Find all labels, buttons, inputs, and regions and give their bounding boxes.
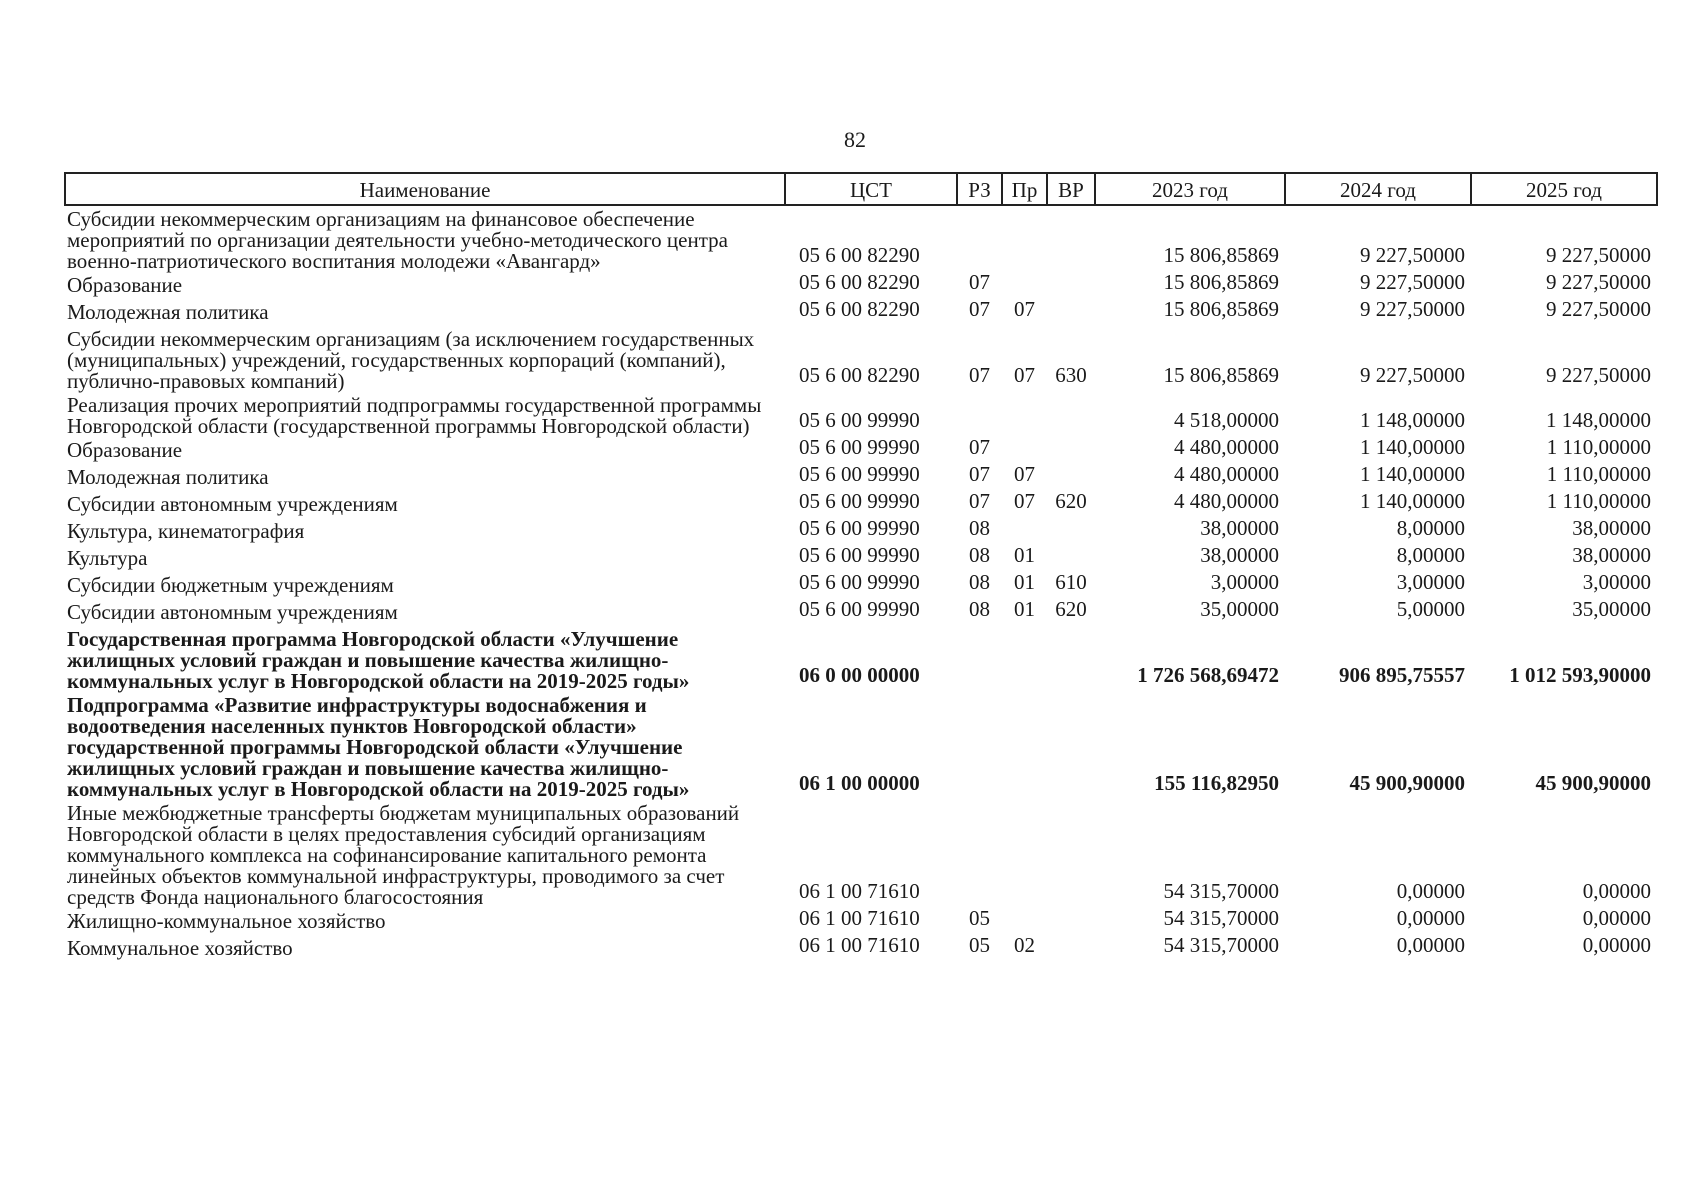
cell-name: Культура, кинематография	[67, 519, 305, 543]
cell-rz: 05	[969, 933, 990, 957]
cell-y2025: 0,00000	[1582, 933, 1651, 957]
cell-vr	[1047, 800, 1095, 908]
cell-y2023: 54 315,70000	[1163, 906, 1279, 930]
page-number: 82	[844, 127, 866, 152]
table-row	[65, 205, 1657, 272]
header-rz: РЗ	[957, 173, 1002, 205]
cell-cst: 06 1 00 00000	[799, 771, 920, 795]
cell-name: Молодежная политика	[67, 465, 269, 489]
cell-cst: 05 6 00 82290	[799, 297, 920, 321]
cell-vr	[1047, 518, 1095, 545]
cell-pr	[1002, 437, 1047, 464]
cell-vr	[1047, 272, 1095, 299]
cell-y2025: 9 227,50000	[1546, 297, 1651, 321]
cell-y2023: 15 806,85869	[1163, 297, 1279, 321]
cell-pr: 01	[1014, 570, 1035, 594]
cell-y2023: 15 806,85869	[1163, 270, 1279, 294]
cell-cst: 06 1 00 71610	[799, 906, 920, 930]
cell-name: Образование	[67, 438, 183, 462]
cell-y2023: 15 806,85869	[1163, 363, 1279, 387]
cell-rz: 08	[969, 543, 990, 567]
cell-cst: 05 6 00 99990	[799, 435, 920, 459]
header-2023: 2023 год	[1095, 173, 1285, 205]
table-row	[65, 692, 1657, 800]
table-row	[65, 326, 1657, 392]
cell-vr: 630	[1055, 363, 1087, 387]
cell-rz: 07	[969, 435, 990, 459]
cell-rz	[957, 800, 1002, 908]
cell-pr	[1002, 272, 1047, 299]
cell-name: Подпрограмма «Развитие инфраструктуры водоснабжения и водоотведения населенных пунктов Новгородской области» государственной программы Новгородской области «Улучшение жилищных условий граждан и повышение качества жилищно-коммунальных услуг в Новгородской области на 2019-2025 годы»	[67, 693, 690, 801]
cell-y2024: 8,00000	[1396, 543, 1465, 567]
cell-pr	[1002, 392, 1047, 437]
cell-pr: 07	[1014, 489, 1035, 513]
cell-y2023: 4 518,00000	[1174, 408, 1279, 432]
cell-y2025: 1 110,00000	[1546, 435, 1651, 459]
table-row	[65, 491, 1657, 518]
cell-vr	[1047, 205, 1095, 272]
cell-y2025: 1 110,00000	[1546, 489, 1651, 513]
table-row	[65, 272, 1657, 299]
cell-rz	[957, 692, 1002, 800]
cell-y2025: 0,00000	[1582, 879, 1651, 903]
cell-vr	[1047, 299, 1095, 326]
cell-cst: 05 6 00 99990	[799, 516, 920, 540]
cell-cst: 06 1 00 71610	[799, 879, 920, 903]
cell-y2024: 1 140,00000	[1360, 489, 1465, 513]
cell-name: Субсидии бюджетным учреждениям	[67, 573, 394, 597]
cell-name: Жилищно-коммунальное хозяйство	[67, 909, 386, 933]
cell-y2023: 35,00000	[1200, 597, 1279, 621]
table-row	[65, 545, 1657, 572]
cell-y2024: 45 900,90000	[1349, 771, 1465, 795]
cell-pr	[1002, 908, 1047, 935]
cell-name: Субсидии некоммерческим организациям (за исключением государственных (муниципальных) учреждений, государственных корпораций (компаний), публично-правовых компаний)	[67, 327, 755, 393]
cell-rz	[957, 205, 1002, 272]
header-row	[65, 173, 1657, 205]
cell-vr: 620	[1055, 489, 1087, 513]
cell-pr: 01	[1014, 543, 1035, 567]
header-cst: ЦСТ	[785, 173, 957, 205]
cell-rz: 05	[969, 906, 990, 930]
cell-pr	[1002, 626, 1047, 692]
cell-rz	[957, 626, 1002, 692]
cell-y2023: 155 116,82950	[1154, 771, 1279, 795]
cell-y2024: 9 227,50000	[1360, 363, 1465, 387]
cell-y2025: 3,00000	[1582, 570, 1651, 594]
cell-y2025: 35,00000	[1572, 597, 1651, 621]
cell-y2023: 4 480,00000	[1174, 462, 1279, 486]
cell-pr: 07	[1014, 297, 1035, 321]
header-pr: Пр	[1002, 173, 1047, 205]
cell-y2023: 3,00000	[1210, 570, 1279, 594]
table-body	[65, 205, 1657, 962]
cell-y2024: 0,00000	[1396, 933, 1465, 957]
cell-y2024: 1 148,00000	[1360, 408, 1465, 432]
cell-vr	[1047, 908, 1095, 935]
cell-cst: 06 0 00 00000	[799, 663, 920, 687]
table-row	[65, 392, 1657, 437]
header-2024: 2024 год	[1285, 173, 1471, 205]
cell-name: Реализация прочих мероприятий подпрограммы государственной программы Новгородской области (государственной программы Новгородской области)	[67, 393, 762, 438]
cell-y2023: 38,00000	[1200, 516, 1279, 540]
cell-y2023: 4 480,00000	[1174, 489, 1279, 513]
cell-rz: 07	[969, 489, 990, 513]
cell-vr	[1047, 545, 1095, 572]
table-row	[65, 518, 1657, 545]
cell-rz: 08	[969, 597, 990, 621]
cell-y2024: 9 227,50000	[1360, 270, 1465, 294]
cell-rz: 07	[969, 462, 990, 486]
cell-pr	[1002, 205, 1047, 272]
cell-y2024: 8,00000	[1396, 516, 1465, 540]
cell-y2025: 1 012 593,90000	[1509, 663, 1651, 687]
cell-cst: 05 6 00 99990	[799, 597, 920, 621]
cell-name: Образование	[67, 273, 183, 297]
table-row	[65, 908, 1657, 935]
cell-y2024: 0,00000	[1396, 879, 1465, 903]
cell-pr: 01	[1014, 597, 1035, 621]
cell-y2023: 38,00000	[1200, 543, 1279, 567]
cell-y2024: 3,00000	[1396, 570, 1465, 594]
cell-y2025: 9 227,50000	[1546, 270, 1651, 294]
table-row	[65, 572, 1657, 599]
cell-name: Субсидии автономным учреждениям	[67, 600, 398, 624]
cell-vr: 620	[1055, 597, 1087, 621]
cell-y2023: 54 315,70000	[1163, 933, 1279, 957]
cell-y2025: 9 227,50000	[1546, 363, 1651, 387]
cell-cst: 05 6 00 99990	[799, 408, 920, 432]
cell-pr: 02	[1014, 933, 1035, 957]
cell-name: Государственная программа Новгородской области «Улучшение жилищных условий граждан и повышение качества жилищно-коммунальных услуг в Новгородской области на 2019-2025 годы»	[67, 627, 690, 693]
cell-cst: 05 6 00 82290	[799, 270, 920, 294]
cell-y2025: 9 227,50000	[1546, 243, 1651, 267]
cell-name: Субсидии автономным учреждениям	[67, 492, 398, 516]
cell-rz: 07	[969, 270, 990, 294]
cell-y2025: 38,00000	[1572, 516, 1651, 540]
cell-y2025: 1 110,00000	[1546, 462, 1651, 486]
cell-pr: 07	[1014, 462, 1035, 486]
cell-rz: 08	[969, 570, 990, 594]
cell-y2024: 1 140,00000	[1360, 435, 1465, 459]
cell-y2024: 9 227,50000	[1360, 243, 1465, 267]
cell-y2025: 38,00000	[1572, 543, 1651, 567]
table-row	[65, 800, 1657, 908]
table-row	[65, 599, 1657, 626]
cell-y2025: 1 148,00000	[1546, 408, 1651, 432]
cell-vr	[1047, 437, 1095, 464]
cell-vr	[1047, 626, 1095, 692]
cell-name: Культура	[67, 546, 148, 570]
cell-y2023: 1 726 568,69472	[1137, 663, 1279, 687]
cell-y2025: 0,00000	[1582, 906, 1651, 930]
cell-name: Иные межбюджетные трансферты бюджетам муниципальных образований Новгородской области в целях предоставления субсидий организациям коммунального комплекса на софинансирование капитального ремонта линейных объектов коммунальной инфраструктуры, проводимого за счет средств Фонда национального благосостояния	[67, 801, 740, 909]
cell-rz: 07	[969, 297, 990, 321]
cell-cst: 05 6 00 82290	[799, 243, 920, 267]
cell-name: Коммунальное хозяйство	[67, 936, 293, 960]
cell-pr	[1002, 800, 1047, 908]
cell-rz: 08	[969, 516, 990, 540]
header-name: Наименование	[65, 173, 785, 205]
cell-y2023: 4 480,00000	[1174, 435, 1279, 459]
cell-vr	[1047, 464, 1095, 491]
header-2025: 2025 год	[1471, 173, 1657, 205]
cell-cst: 05 6 00 82290	[799, 363, 920, 387]
cell-vr	[1047, 935, 1095, 962]
table-row	[65, 626, 1657, 692]
cell-y2025: 45 900,90000	[1535, 771, 1651, 795]
cell-rz: 07	[969, 363, 990, 387]
header-vr: ВР	[1047, 173, 1095, 205]
cell-vr	[1047, 392, 1095, 437]
cell-y2024: 0,00000	[1396, 906, 1465, 930]
cell-y2024: 906 895,75557	[1339, 663, 1465, 687]
cell-y2024: 1 140,00000	[1360, 462, 1465, 486]
cell-name: Субсидии некоммерческим организациям на финансовое обеспечение мероприятий по организации деятельности учебно-методического центра военно-патриотического воспитания молодежи «Авангард»	[67, 207, 728, 273]
cell-cst: 05 6 00 99990	[799, 462, 920, 486]
table-row	[65, 437, 1657, 464]
cell-cst: 06 1 00 71610	[799, 933, 920, 957]
cell-pr: 07	[1014, 363, 1035, 387]
table-row	[65, 935, 1657, 962]
cell-rz	[957, 392, 1002, 437]
table-row	[65, 464, 1657, 491]
cell-y2023: 15 806,85869	[1163, 243, 1279, 267]
cell-cst: 05 6 00 99990	[799, 489, 920, 513]
cell-pr	[1002, 518, 1047, 545]
cell-y2023: 54 315,70000	[1163, 879, 1279, 903]
cell-cst: 05 6 00 99990	[799, 543, 920, 567]
cell-pr	[1002, 692, 1047, 800]
cell-name: Молодежная политика	[67, 300, 269, 324]
cell-cst: 05 6 00 99990	[799, 570, 920, 594]
table-header	[65, 173, 1657, 205]
table-row	[65, 299, 1657, 326]
cell-vr	[1047, 692, 1095, 800]
budget-table	[64, 172, 1658, 962]
cell-y2024: 9 227,50000	[1360, 297, 1465, 321]
cell-y2024: 5,00000	[1396, 597, 1465, 621]
cell-vr: 610	[1055, 570, 1087, 594]
